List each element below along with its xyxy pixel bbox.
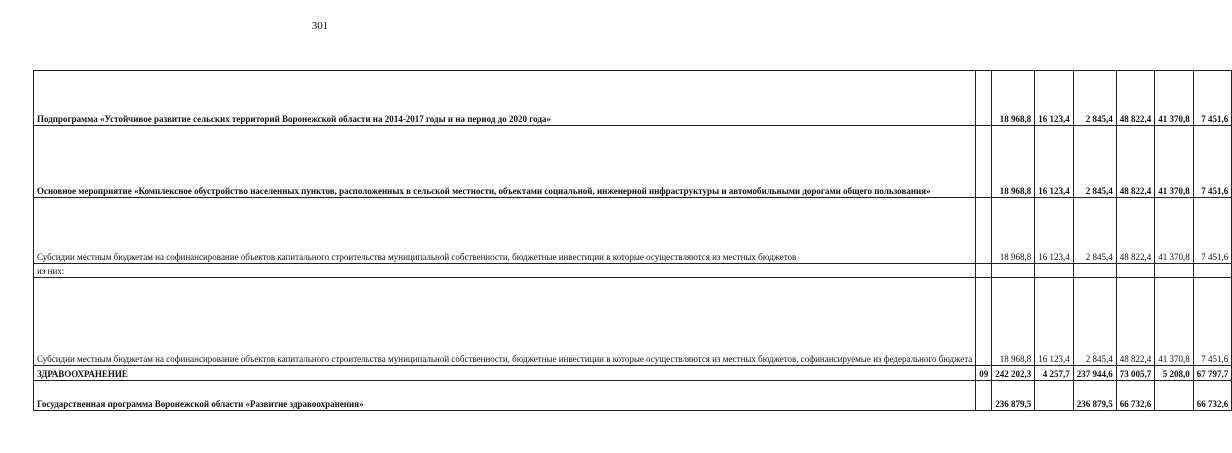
budget-table: [33, 70, 1232, 411]
value-cell: 18 968,8: [992, 278, 1035, 366]
row-description: Основное мероприятие «Комплексное обустройство населенных пунктов, расположенных в сельской местности, объектами социальной, инженерной инфраструктуры и автомобильными дорогами общего пользования»: [34, 126, 976, 198]
value-cell: 67 797,7: [1193, 366, 1232, 381]
section-code: [976, 198, 992, 264]
value-cell: 41 370,8: [1155, 126, 1194, 198]
value-cell: 2 845,4: [1073, 71, 1116, 126]
section-code: [976, 278, 992, 366]
row-description: Субсидии местным бюджетам на софинансирование объектов капитального строительства муниципальной собственности, бюджетные инвестиции в которые осуществляются из местных бюджетов, софинансируемые из федерального бюджета: [34, 278, 976, 366]
value-cell: 7 451,6: [1193, 278, 1232, 366]
table-row: [34, 198, 1232, 264]
value-cell: [1035, 264, 1074, 278]
page-number: 301: [311, 20, 329, 32]
value-cell: [1073, 264, 1116, 278]
value-cell: 66 732,6: [1116, 381, 1155, 411]
row-description: ЗДРАВООХРАНЕНИЕ: [34, 366, 976, 381]
section-code: [976, 264, 992, 278]
value-cell: 48 822,4: [1116, 198, 1155, 264]
row-description: из них:: [34, 264, 976, 278]
value-cell: 7 451,6: [1193, 71, 1232, 126]
table-row: [34, 264, 1232, 278]
value-cell: 66 732,6: [1193, 381, 1232, 411]
value-cell: [1116, 264, 1155, 278]
value-cell: 18 968,8: [992, 126, 1035, 198]
value-cell: [1155, 264, 1194, 278]
table-row: [34, 126, 1232, 198]
value-cell: 41 370,8: [1155, 278, 1194, 366]
value-cell: 2 845,4: [1073, 126, 1116, 198]
value-cell: 7 451,6: [1193, 126, 1232, 198]
table-row: [34, 278, 1232, 366]
value-cell: 236 879,5: [992, 381, 1035, 411]
table-row: [34, 381, 1232, 411]
value-cell: 2 845,4: [1073, 198, 1116, 264]
value-cell: 48 822,4: [1116, 126, 1155, 198]
value-cell: 48 822,4: [1116, 278, 1155, 366]
value-cell: 41 370,8: [1155, 71, 1194, 126]
value-cell: 4 257,7: [1035, 366, 1074, 381]
value-cell: 7 451,6: [1193, 198, 1232, 264]
row-description: Государственная программа Воронежской области «Развитие здравоохранения»: [34, 381, 976, 411]
section-code: [976, 126, 992, 198]
value-cell: [1193, 264, 1232, 278]
value-cell: 16 123,4: [1035, 278, 1074, 366]
value-cell: 48 822,4: [1116, 71, 1155, 126]
value-cell: [992, 264, 1035, 278]
value-cell: 236 879,5: [1073, 381, 1116, 411]
value-cell: 18 968,8: [992, 198, 1035, 264]
section-code: [976, 71, 992, 126]
row-description: Субсидии местным бюджетам на софинансирование объектов капитального строительства муниципальной собственности, бюджетные инвестиции в которые осуществляются из местных бюджетов: [34, 198, 976, 264]
value-cell: 16 123,4: [1035, 71, 1074, 126]
value-cell: 5 208,0: [1155, 366, 1194, 381]
section-code: 09: [976, 366, 992, 381]
value-cell: 2 845,4: [1073, 278, 1116, 366]
value-cell: 242 202,3: [992, 366, 1035, 381]
value-cell: 16 123,4: [1035, 198, 1074, 264]
row-description: Подпрограмма «Устойчивое развитие сельских территорий Воронежской области на 2014-2017 годы и на период до 2020 года»: [34, 71, 976, 126]
value-cell: 237 944,6: [1073, 366, 1116, 381]
value-cell: [1155, 381, 1194, 411]
value-cell: 18 968,8: [992, 71, 1035, 126]
value-cell: 41 370,8: [1155, 198, 1194, 264]
value-cell: [1035, 381, 1074, 411]
section-code: [976, 381, 992, 411]
table-row: [34, 71, 1232, 126]
value-cell: 16 123,4: [1035, 126, 1074, 198]
value-cell: 73 005,7: [1116, 366, 1155, 381]
table-row: [34, 366, 1232, 381]
